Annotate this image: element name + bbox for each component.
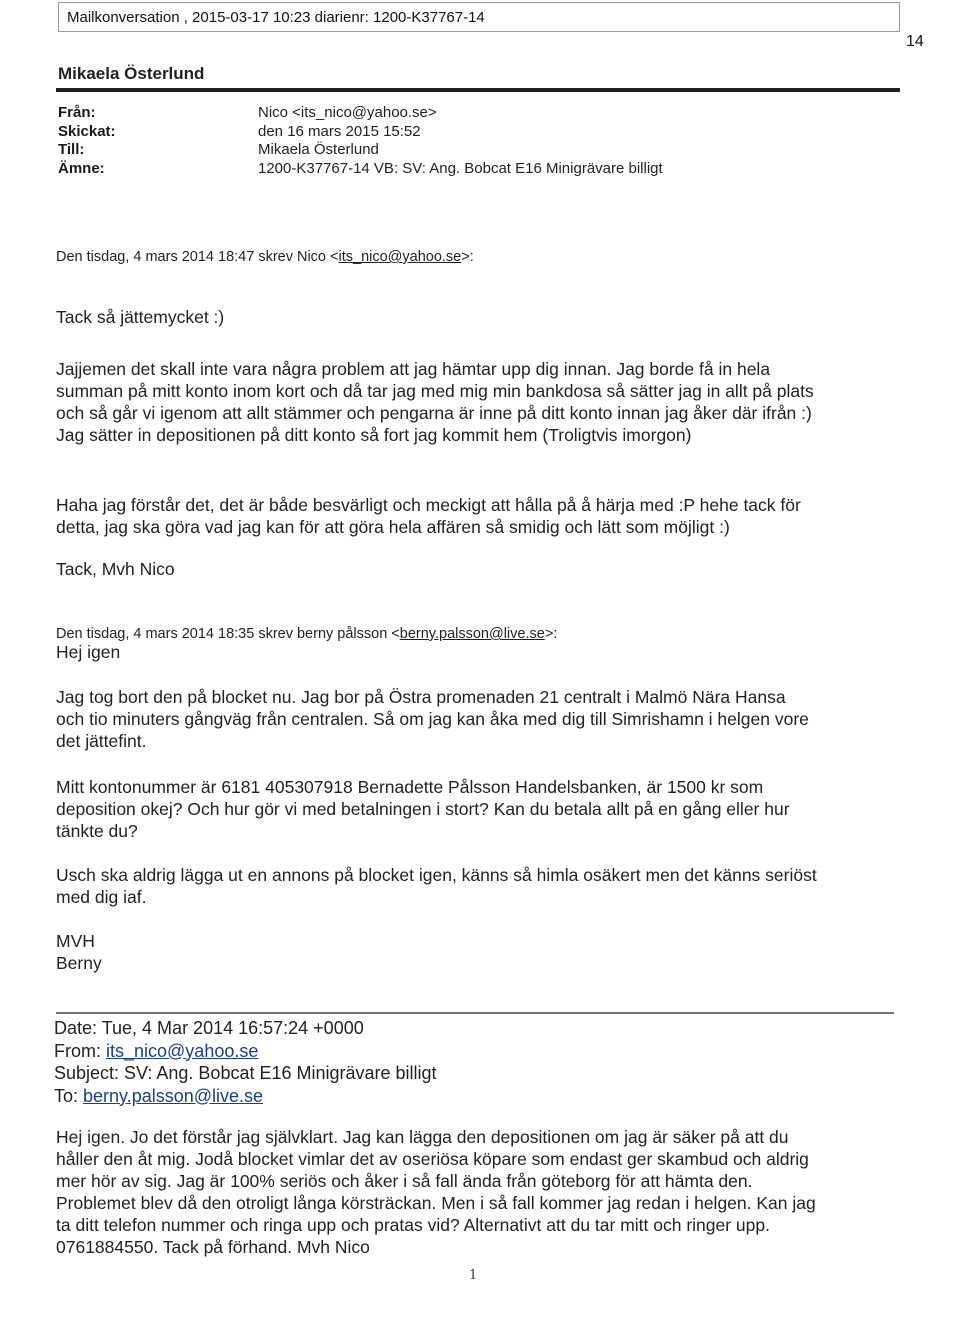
older-email-header (54, 1017, 437, 1107)
from-label: Från: (58, 104, 96, 121)
older-from-email-link[interactable]: its_nico@yahoo.se (106, 1040, 259, 1061)
mailbox-owner-name: Mikaela Österlund (58, 64, 205, 83)
berny-paragraph-1: Jag tog bort den på blocket nu. Jag bor på Östra promenaden 21 centralt i Malmö Nära Hansa och tio minuters gångväg från centralen. Så om jag kan åka med dig till Simrishamn i helgen vore det jättefint. (56, 687, 809, 751)
from-row (58, 104, 663, 123)
older-message-body: Hej igen. Jo det förstår jag självklart. Jag kan lägga den depositionen om jag är säker på att du håller den åt mig. Jodå blocket vimlar det av oseriösa köpare som endast ger skambud och aldrig mer hör av sig. Jag är 100% seriös och åker i så fall ända från göteborg för att hämta den. Problemet blev då den otroligt långa körsträckan. Men i så fall kommer jag redan i helgen. Kan jag ta ditt telefon nummer och ringa upp och pratas vid? Alternativt att du tar mitt och ringer upp. 0761884550. Tack på förhand. Mvh Nico (56, 1127, 816, 1257)
berny-paragraph-2: Mitt kontonummer är 6181 405307918 Bernadette Pålsson Handelsbanken, är 1500 kr som deposition okej? Och hur gör vi med betalningen i stort? Kan du betala allt på en gång eller hur tänkte du? (56, 777, 790, 841)
message-divider (56, 1012, 894, 1014)
to-label: Till: (58, 141, 85, 158)
to-row (58, 141, 663, 160)
older-to-email-link[interactable]: berny.palsson@live.se (83, 1085, 264, 1106)
sent-row (58, 123, 663, 142)
quote-intro-nico: Den tisdag, 4 mars 2014 18:47 skrev Nico <its_nico@yahoo.se>: (56, 249, 474, 265)
subject-label: Ämne: (58, 159, 105, 177)
sent-value: den 16 mars 2015 15:52 (258, 122, 421, 140)
older-from: From: its_nico@yahoo.se (54, 1040, 259, 1061)
nico-thanks: Tack så jättemycket :) (56, 307, 225, 327)
nico-email-link[interactable]: its_nico@yahoo.se (338, 249, 462, 265)
page-footer-number: 1 (469, 1268, 478, 1283)
header-divider (56, 88, 900, 92)
berny-signature: MVH Berny (56, 931, 102, 973)
sent-label: Skickat: (58, 122, 116, 140)
nico-paragraph-1: Jajjemen det skall inte vara några problem att jag hämtar upp dig innan. Jag borde få in hela summan på mitt konto inom kort och då tar jag med mig min bankdosa så sätter jag in allt på plats och så går vi igenom att allt stämmer och pengarna är inne på ditt konto innan jag åker där ifrån :) Jag sätter in depositionen på ditt konto så fort jag kommit hem (Troligtvis imorgon) (56, 359, 814, 445)
from-value: Nico <its_nico@yahoo.se> (258, 104, 437, 121)
subject-value: 1200-K37767-14 VB: SV: Ang. Bobcat E16 Minigrävare billigt (258, 159, 663, 177)
older-subject: Subject: SV: Ang. Bobcat E16 Minigrävare billigt (54, 1063, 437, 1083)
older-to: To: berny.palsson@live.se (54, 1085, 264, 1106)
berny-email-link[interactable]: berny.palsson@live.se (399, 626, 545, 642)
quote-intro-berny: Den tisdag, 4 mars 2014 18:35 skrev berny pålsson <berny.palsson@live.se>: (56, 626, 558, 642)
older-date: Date: Tue, 4 Mar 2014 16:57:24 +0000 (54, 1018, 364, 1038)
subject-row (58, 160, 663, 179)
nico-signoff: Tack, Mvh Nico (56, 559, 175, 579)
to-value: Mikaela Österlund (258, 141, 379, 158)
berny-greeting: Hej igen (56, 642, 121, 662)
header-bar-text: Mailkonversation , 2015-03-17 10:23 diarienr: 1200-K37767-14 (67, 9, 485, 26)
document-header-bar (58, 2, 900, 32)
email-header (58, 104, 663, 178)
berny-paragraph-3: Usch ska aldrig lägga ut en annons på blocket igen, känns så himla osäkert men det känns seriöst med dig iaf. (56, 865, 817, 907)
nico-paragraph-2: Haha jag förstår det, det är både besvärligt och meckigt att hålla på å härja med :P hehe tack för detta, jag ska göra vad jag kan för att göra hela affären så smidig och lätt som möjligt :) (56, 495, 801, 537)
page-number-top: 14 (906, 33, 924, 50)
